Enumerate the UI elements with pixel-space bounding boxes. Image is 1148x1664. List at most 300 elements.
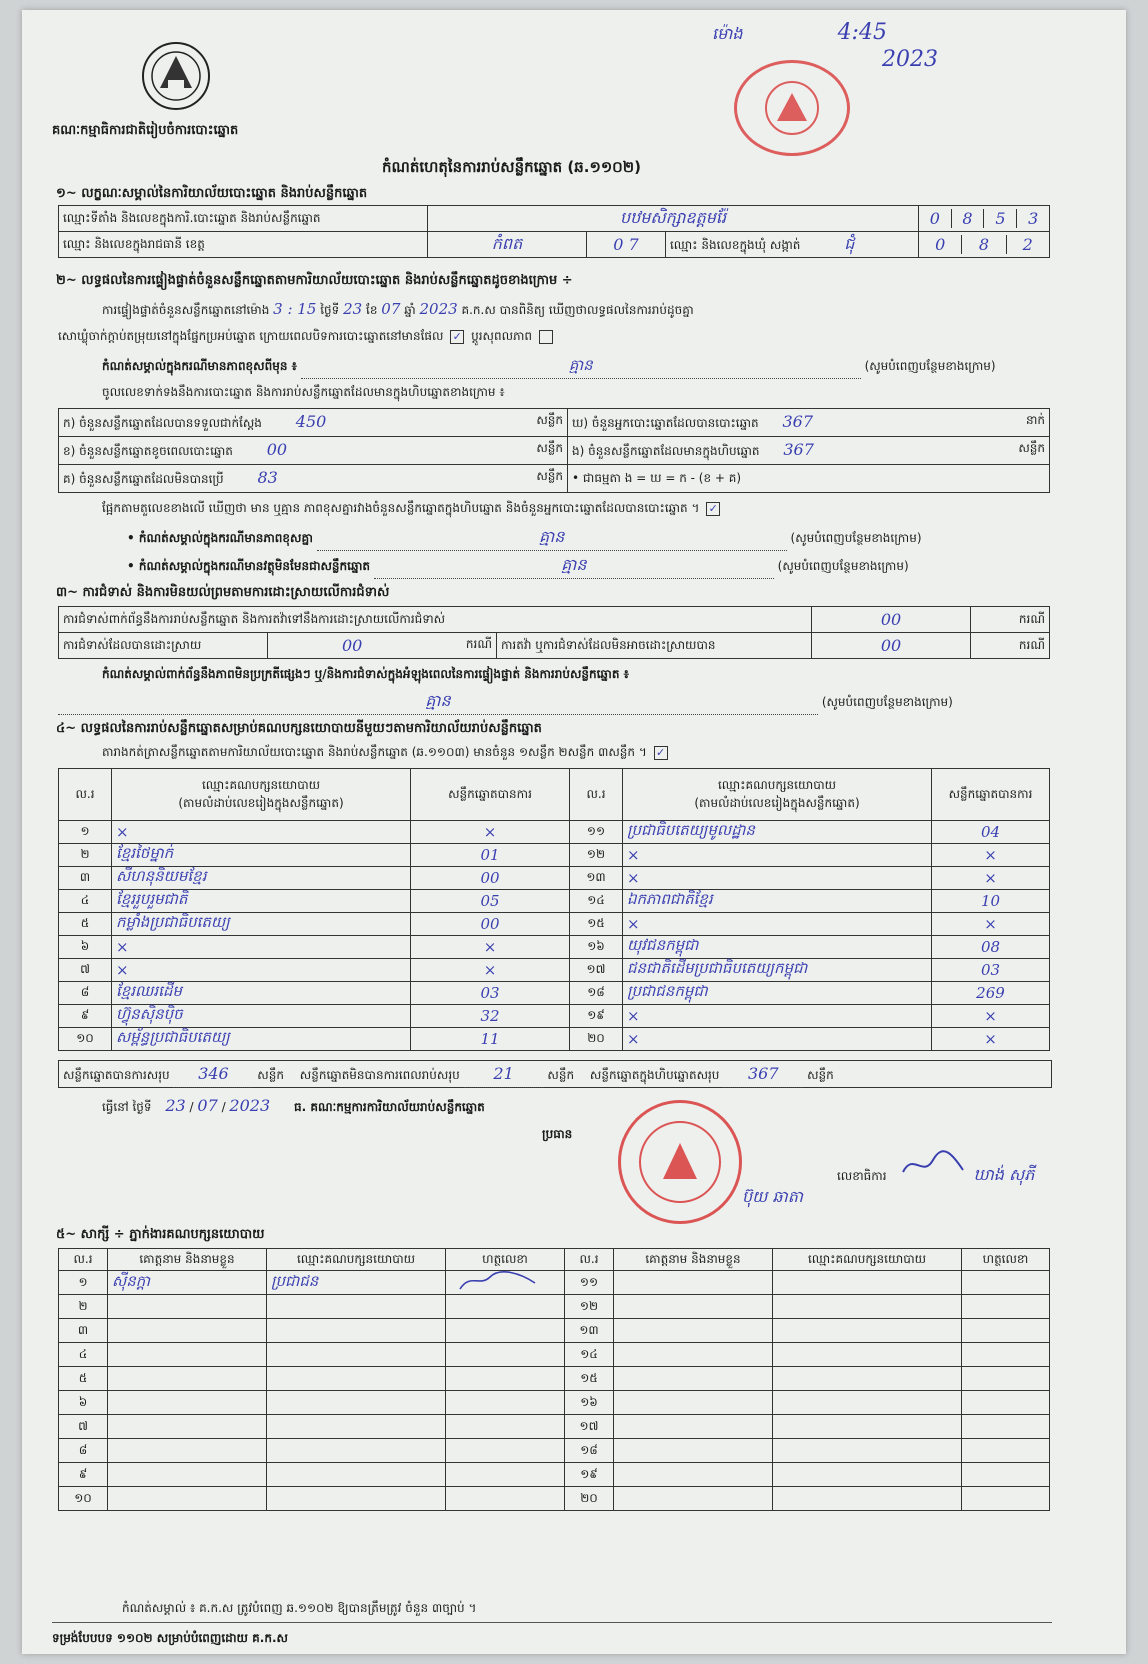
party-votes: 01 [411,844,570,867]
commune-digit: 0 [919,235,962,254]
witness-name [108,1295,267,1319]
witness-row [59,1343,1050,1367]
party-votes: × [932,1028,1050,1051]
location-digit: 5 [984,209,1017,228]
resolved-value: 00 [342,636,363,655]
party-no: ១៩ [570,1005,623,1028]
section-4-title: ៤~ លទ្ធផលនៃការរាប់សន្លឹកឆ្នោតសម្រាប់គណបក្សនយោបាយនីមួយៗតាមការិយាល័យរាប់សន្លឹកឆ្នោត [56,721,542,736]
party-name: ប្រជាជនកម្ពុជា [623,982,932,1005]
count-row [59,409,568,437]
witness-name [108,1415,267,1439]
emblem-logo [140,40,212,112]
totals-line [58,1060,1052,1088]
witness-signature [962,1415,1050,1439]
party-name: ឯកភាពជាតិខ្មែរ [623,890,932,913]
unresolved-value: 00 [812,633,971,659]
party-votes: 03 [932,959,1050,982]
verify-day: 23 [343,300,363,318]
witness-name [108,1439,267,1463]
witness-party [267,1487,446,1511]
resolved-cell [268,633,497,659]
commune-cell [666,232,919,258]
commune-value: ជុំ [844,233,855,253]
w-col-party: ឈ្មោះគណបក្សនយោបាយ [267,1249,446,1271]
fill-hint: (សូមបំពេញបន្ថែមខាងក្រោម) [777,559,909,573]
party-name: ខ្មែរឈរដើម [112,982,411,1005]
date-line: ធ្វើនៅ ថ្ងៃទី 23 / 07 / 2023 ធ. គណៈកម្មការការិយាល័យរាប់សន្លឹកឆ្នោត [102,1096,485,1115]
total-valid-unit: សន្លឹក [257,1068,284,1082]
party-votes: × [932,844,1050,867]
witness-signature [446,1319,565,1343]
witness-no: ១៤ [565,1343,614,1367]
count-value: 367 [783,440,814,459]
total-box-label: សន្លឹកឆ្នោតក្នុងហិបឆ្នោតសរុប [589,1068,720,1082]
col-party-sub: (តាមលំដាប់លេខរៀងក្នុងសន្លឹកឆ្នោត) [178,795,344,810]
unresolved-unit: ករណី [971,633,1050,659]
count-unit: នាក់ [1025,413,1045,427]
witness-signature [446,1295,565,1319]
party-no: ១០ [59,1028,112,1051]
witness-party [267,1391,446,1415]
witness-no: ១៣ [565,1319,614,1343]
secretary-name-2: ប៊ុយ ឆាតា [742,1187,803,1206]
party-votes: 04 [932,821,1050,844]
witness-name [614,1439,773,1463]
party-no: ១៧ [570,959,623,982]
sheets-checkbox[interactable]: ✓ [654,746,668,760]
party-name: កម្លាំងប្រជាធិបតេយ្យ [112,913,411,936]
commune-digit: 8 [962,235,1006,254]
party-name: ជនជាតិដើមប្រជាធិបតេយ្យកម្ពុជា [623,959,932,982]
witness-party [773,1391,962,1415]
day-label: ថ្ងៃទី [320,303,340,317]
witness-signature [446,1271,565,1295]
party-no: ២ [59,844,112,867]
difference-check-text: ផ្អែកតាមតួលេខខាងលើ ឃើញថា មាន ឬគ្មាន ភាពខុសគ្នារវាងចំនួនសន្លឹកឆ្នោតក្នុងហិបឆ្នោត និងចំនួនអ្នកបោះឆ្នោតដែលបានបោះឆ្នោត ។ [102,501,700,515]
witness-party [267,1319,446,1343]
party-no: ១៨ [570,982,623,1005]
count-label: ឃ) ចំនួនអ្នកបោះឆ្នោតដែលបានបោះឆ្នោត [572,416,759,430]
received-time: 4:45 [837,20,887,45]
party-no: ១ [59,821,112,844]
tally-intro-text: តារាងកត់ត្រាសន្លឹកឆ្នោតតាមការិយាល័យបោះឆ្នោត និងរាប់សន្លឹកឆ្នោត (ឆ.១១០៣) មានចំនួន ១សន្លឹក ២សន្លឹក ៣សន្លឹក ។ [102,745,647,759]
total-invalid-unit: សន្លឹក [547,1068,575,1082]
w-col-no: ល.រ [59,1249,108,1271]
witness-signature [962,1391,1050,1415]
count-label: គ) ចំនួនសន្លឹកឆ្នោតដែលមិនបានប្រើ [63,472,224,486]
party-name: យុវជនកម្ពុជា [623,936,932,959]
party-votes: 32 [411,1005,570,1028]
location-label: ឈ្មោះទីតាំង និងលេខក្នុងការិ.បោះឆ្នោត និងរាប់សន្លឹកឆ្នោត [59,206,428,232]
document-page [22,10,1126,1654]
witness-party [267,1439,446,1463]
party-votes: × [932,867,1050,890]
witness-signature [446,1391,565,1415]
witness-party [773,1439,962,1463]
seal-option-label: ប្ដូរសុពលភាព [471,329,533,343]
witness-no: ២០ [565,1487,614,1511]
result-row [59,982,1050,1005]
w-col-name: គោត្តនាម និងនាមខ្លួន [108,1249,267,1271]
count-value: 83 [257,468,278,487]
party-name: សីហនុនិយមខ្មែរ [112,867,411,890]
party-no: ១៦ [570,936,623,959]
witness-no: ១៩ [565,1463,614,1487]
bullet-note-2-value: គ្មាន [374,554,774,579]
footer-text: ទម្រង់បែបបទ ១១០២ សម្រាប់បំពេញដោយ គ.ក.ស [52,1631,288,1645]
witness-party [267,1415,446,1439]
witness-signature [446,1367,565,1391]
party-name: ហ៊្វុនស៊ិនប៉ិច [112,1005,411,1028]
witness-name [108,1343,267,1367]
witness-no: ១៧ [565,1415,614,1439]
witness-signature [962,1367,1050,1391]
count-label: ង) ចំនួនសន្លឹកឆ្នោតដែលមានក្នុងហិបឆ្នោត [572,444,760,458]
bullet-note-1 [127,526,1057,551]
count-unit: សន្លឹក [536,441,563,455]
party-name: × [112,936,411,959]
party-name: × [623,1028,932,1051]
witness-party [267,1367,446,1391]
witness-signature [962,1439,1050,1463]
w-col-sig: ហត្ថលេខា [446,1249,565,1271]
party-no: ១១ [570,821,623,844]
witness-party [773,1271,962,1295]
witness-no: ១ [59,1271,108,1295]
commune-label: ឈ្មោះ និងលេខក្នុងឃុំ សង្កាត់ [670,237,801,252]
witness-no: ១៦ [565,1391,614,1415]
result-row [59,959,1050,982]
province-label: ឈ្មោះ និងលេខក្នុងរាជធានី ខេត្ត [59,232,428,258]
secretary-name: ឃាង់ សុភី [973,1165,1035,1184]
witness-no: ៦ [59,1391,108,1415]
witness-name [614,1343,773,1367]
resolved-label: ការជំទាស់ដែលបានដោះស្រាយ [59,633,268,659]
objection-value: 00 [812,607,971,633]
party-votes: × [932,913,1050,936]
count-row [568,465,1050,493]
formula-text: • ជាធម្មតា ង = ឃ = ក - (ខ + គ) [572,470,742,485]
secretary-line [837,1150,1034,1188]
witness-no: ១០ [59,1487,108,1511]
witness-party [773,1295,962,1319]
received-year: 2023 [882,47,938,72]
witness-row [59,1295,1050,1319]
witness-name [614,1391,773,1415]
objection-table [58,606,1050,659]
difference-note [102,356,1052,379]
w-col-name: គោត្តនាម និងនាមខ្លួន [614,1249,773,1271]
witness-signature [446,1487,565,1511]
total-invalid-label: សន្លឹកឆ្នោតមិនបានការពេលរាប់សរុប [299,1068,460,1082]
witness-party [773,1463,962,1487]
witness-party [773,1343,962,1367]
witness-signature [962,1295,1050,1319]
count-table [58,408,1050,493]
party-name: × [623,1005,932,1028]
result-row [59,844,1050,867]
seal-line [58,328,556,346]
witness-party [267,1463,446,1487]
count-unit: សន្លឹក [536,469,563,483]
tally-intro [102,744,671,762]
witness-row [59,1487,1050,1511]
result-row [59,890,1050,913]
party-no: ៣ [59,867,112,890]
witness-name [614,1367,773,1391]
party-no: ៥ [59,913,112,936]
party-votes: 10 [932,890,1050,913]
party-no: ២០ [570,1028,623,1051]
witness-name [108,1367,267,1391]
witness-name [614,1295,773,1319]
result-row [59,1028,1050,1051]
irregularity-line [58,690,1052,715]
witness-name: ស៊ីនក្ដា [108,1271,267,1295]
result-table [58,768,1050,1051]
location-code [919,206,1050,232]
witness-signature [962,1343,1050,1367]
witness-party [773,1367,962,1391]
total-box-unit: សន្លឹក [807,1068,834,1082]
col-no: ល.រ [570,769,623,821]
col-party-sub: (តាមលំដាប់លេខរៀងក្នុងសន្លឹកឆ្នោត) [694,795,860,810]
witness-name [614,1487,773,1511]
witness-row [59,1271,1050,1295]
province-code: 0 7 [587,232,666,258]
party-votes: 00 [411,867,570,890]
section-3-title: ៣~ ការជំទាស់ និងការមិនយល់ព្រមតាមការដោះស្រាយលើការជំទាស់ [56,585,390,600]
party-no: ១២ [570,844,623,867]
count-value: 00 [266,440,288,459]
section-1-title: ១~ លក្ខណៈសម្គាល់នៃការិយាល័យបោះឆ្នោត និងរាប់សន្លឹកឆ្នោត [56,186,368,201]
col-party [623,769,932,821]
col-votes: សន្លឹកឆ្នោតបានការ [932,769,1050,821]
verify-time-label: ការផ្ទៀងផ្ទាត់ចំនួនសន្លឹកឆ្នោតនៅម៉ោង [102,303,270,317]
chair-label: ប្រធាន [542,1127,573,1141]
witness-row [59,1319,1050,1343]
witness-signature [446,1439,565,1463]
count-unit: សន្លឹក [536,413,563,427]
location-value: បឋមសិក្សាឧត្តមរ៉ែ [428,206,919,232]
footnote: កំណត់សម្គាល់ ៖ គ.ក.ស ត្រូវបំពេញ ឆ.១១០២ ឱ្យបានត្រឹមត្រូវ ចំនួន ៣ច្បាប់ ។ [122,1601,477,1615]
party-votes: × [932,1005,1050,1028]
party-name: × [112,959,411,982]
total-valid-label: សន្លឹកឆ្នោតបានការសរុប [63,1068,170,1082]
received-label: ម៉ោង [712,24,743,43]
count-unit: សន្លឹក [1018,441,1045,455]
form-title: កំណត់ហេតុនៃការរាប់សន្លឹកឆ្នោត (ឆ.១១០២) [382,158,642,176]
total-invalid-value: 21 [464,1061,544,1088]
bullet-note-1-value: គ្មាន [317,526,787,551]
section-1-table [58,205,1050,258]
province-value: កំពត [428,232,587,258]
witness-no: ៥ [59,1367,108,1391]
witness-row [59,1391,1050,1415]
secretary-signature [898,1165,973,1184]
party-name: ប្រជាធិបតេយ្យមូលដ្ឋាន [623,821,932,844]
witness-no: ៤ [59,1343,108,1367]
party-votes: 05 [411,890,570,913]
difference-note-value: គ្មាន [301,356,861,379]
witness-no: ៣ [59,1319,108,1343]
location-digit: 8 [951,209,984,228]
party-name: × [623,867,932,890]
fill-hint: (សូមបំពេញបន្ថែមខាងក្រោម) [790,531,922,545]
objection-label: ការជំទាស់ពាក់ព័ន្ធនឹងការរាប់សន្លឹកឆ្នោត និងការតវ៉ាទៅនឹងការដោះស្រាយលើការជំទាស់ [59,607,812,633]
count-label: ខ) ចំនួនសន្លឹកឆ្នោតខូចពេលបោះឆ្នោត [63,444,233,458]
count-label: ក) ចំនួនសន្លឹកឆ្នោតដែលបានទទួលជាក់ស្តែង [63,416,262,430]
witness-no: ៩ [59,1463,108,1487]
witness-no: ៧ [59,1415,108,1439]
col-party [112,769,411,821]
difference-none-checkbox[interactable]: ✓ [706,502,720,516]
witness-no: ១៥ [565,1367,614,1391]
col-party-label: ឈ្មោះគណបក្សនយោបាយ [717,777,837,792]
bullet-note-2-label: • កំណត់សម្គាល់ក្នុងករណីមានវត្ថុមិនមែនជាសន្លឹកឆ្នោត [127,559,370,573]
resolved-unit: ករណី [465,637,492,651]
commune-code [919,232,1050,258]
party-votes: 03 [411,982,570,1005]
witness-name [108,1487,267,1511]
w-col-no: ល.រ [565,1249,614,1271]
seal-other-checkbox[interactable] [539,330,553,344]
witness-no: ២ [59,1295,108,1319]
witness-name [108,1319,267,1343]
witness-row [59,1439,1050,1463]
party-no: ៨ [59,982,112,1005]
witness-name [614,1319,773,1343]
party-name: ខ្មែរថៃម្នាក់ [112,844,411,867]
official-seal-top [734,60,850,156]
date-label: ធ្វើនៅ ថ្ងៃទី [102,1100,152,1114]
party-name: ខ្មែររួបរួមជាតិ [112,890,411,913]
party-votes: × [411,821,570,844]
verify-time: 3 : 15 [273,300,317,318]
result-row [59,1005,1050,1028]
witness-party: ប្រជាជន [267,1271,446,1295]
count-value: 367 [782,412,813,431]
verification-line [102,300,1062,320]
witness-signature [962,1487,1050,1511]
party-no: ១៤ [570,890,623,913]
count-intro: ចូលលេខទាក់ទងនឹងការបោះឆ្នោត និងការរាប់សន្លឹកឆ្នោតដែលមានក្នុងហិបឆ្នោតខាងក្រោម ៖ [102,385,505,399]
w-col-party: ឈ្មោះគណបក្សនយោបាយ [773,1249,962,1271]
count-row [568,409,1050,437]
col-party-label: ឈ្មោះគណបក្សនយោបាយ [201,777,321,792]
witness-row [59,1463,1050,1487]
witness-party [773,1319,962,1343]
seal-check-checkbox[interactable]: ✓ [450,330,464,344]
party-no: ១៥ [570,913,623,936]
total-valid-value: 346 [173,1061,253,1088]
verify-year: 2023 [419,300,458,318]
year-label: ឆ្នាំ [404,303,416,317]
count-row [59,437,568,465]
party-no: ៤ [59,890,112,913]
witness-no: ១៨ [565,1439,614,1463]
witness-row [59,1367,1050,1391]
witness-party [773,1487,962,1511]
witness-party [267,1343,446,1367]
bullet-note-2 [127,554,1057,579]
w-col-sig: ហត្ថលេខា [962,1249,1050,1271]
party-no: ១៣ [570,867,623,890]
witness-signature [446,1415,565,1439]
section-5-title: ៥~ សាក្សី ÷ ភ្នាក់ងារគណបក្សនយោបាយ [56,1227,265,1242]
commune-digit: 2 [1006,235,1049,254]
result-row [59,913,1050,936]
org-name: គណៈ​កម្មាធិការជាតិរៀបចំការបោះឆ្នោត [52,123,239,138]
result-row [59,867,1050,890]
party-votes: × [411,959,570,982]
witness-signature [446,1463,565,1487]
fill-hint: (សូមបំពេញបន្ថែមខាងក្រោម) [864,359,996,373]
objection-unit: ករណី [971,607,1050,633]
witness-party [773,1415,962,1439]
witness-no: ៨ [59,1439,108,1463]
witness-no: ១១ [565,1271,614,1295]
committee-label: ធ. គណៈកម្មការការិយាល័យរាប់សន្លឹកឆ្នោត [293,1100,485,1114]
party-votes: 11 [411,1028,570,1051]
party-votes: 269 [932,982,1050,1005]
difference-check [102,500,1052,518]
seal-text: សោឃ្លុំចាក់ក្ដាប់តម្រុយនៅក្នុងផ្នែកប្រអប់ឆ្នោត ក្រោយពេលបិទការបោះឆ្នោតនៅមានផែល [58,329,444,343]
witness-signature [962,1271,1050,1295]
witness-name [108,1463,267,1487]
date-month: 07 [197,1096,218,1115]
col-votes: សន្លឹកឆ្នោតបានការ [411,769,570,821]
count-value: 450 [295,412,327,431]
count-row [59,465,568,493]
party-name: × [623,844,932,867]
witness-party [267,1295,446,1319]
result-row [59,936,1050,959]
witness-signature [446,1343,565,1367]
month-label: ខែ [366,303,378,317]
witness-name [108,1391,267,1415]
count-row [568,437,1050,465]
secretary-label: លេខាធិការ [837,1169,887,1183]
witness-table [58,1248,1050,1511]
witness-name [614,1415,773,1439]
witness-name [614,1271,773,1295]
witness-no: ១២ [565,1295,614,1319]
difference-note-label: កំណត់សម្គាល់ក្នុងករណីមានភាពខុសពីមុន ៖ [102,359,297,373]
party-name: សម្ព័ន្ធប្រជាធិបតេយ្យ [112,1028,411,1051]
party-no: ៩ [59,1005,112,1028]
official-seal-bottom [618,1100,742,1224]
witness-name [614,1463,773,1487]
verify-text: គ.ក.ស បានពិនិត្យ ឃើញថាលទ្ធផលនៃការរាប់ដូចគ្នា [461,303,694,317]
party-no: ៧ [59,959,112,982]
verify-month: 07 [381,300,401,318]
party-votes: × [411,936,570,959]
irregularity-value: គ្មាន [58,690,818,715]
fill-hint: (សូមបំពេញបន្ថែមខាងក្រោម) [821,695,953,709]
footer-divider [52,1622,1052,1623]
witness-row [59,1415,1050,1439]
party-votes: 08 [932,936,1050,959]
party-name: × [623,913,932,936]
party-votes: 00 [411,913,570,936]
result-row [59,821,1050,844]
location-digit: 0 [919,209,951,228]
col-no: ល.រ [59,769,112,821]
date-year: 2023 [229,1096,271,1115]
unresolved-label: ការតវ៉ា ឬការជំទាស់ដែលមិនអាចដោះស្រាយបាន [497,633,812,659]
location-digit: 3 [1017,209,1049,228]
